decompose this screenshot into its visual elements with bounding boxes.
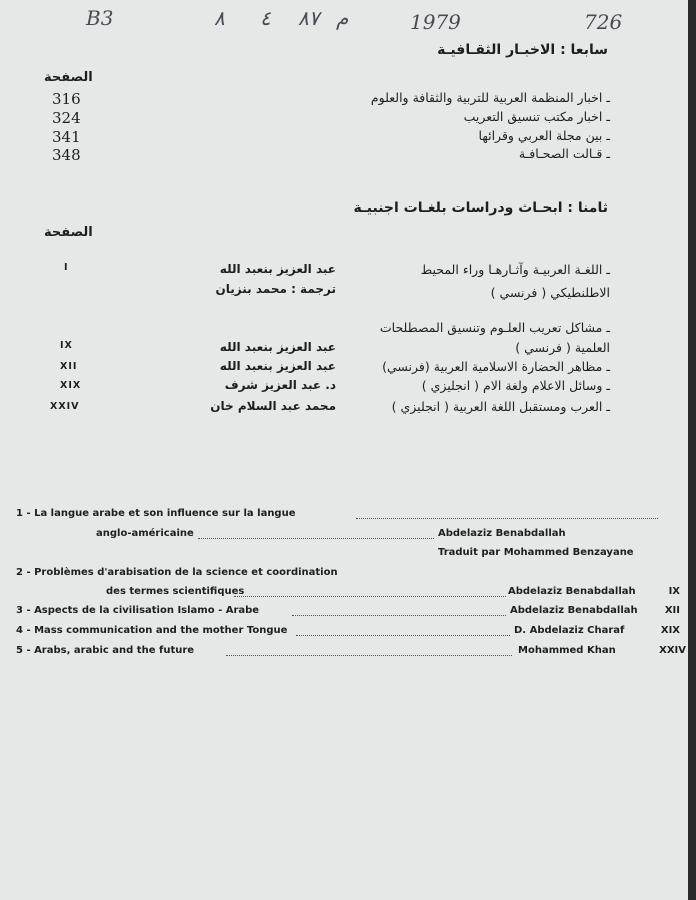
leader-dots [292,615,506,616]
toc-author: عبد العزيز بنعبد الله [219,340,336,354]
foreign-entry-translator: Traduit par Mohammed Benzayane [438,547,634,558]
foreign-entry-title: 2 - Problèmes d'arabisation de la science et coordination [16,567,338,578]
toc-author: عبد العزيز بنعبد الله [219,359,336,373]
toc-item: ـ اللغـة العربيـة وآثـارهـا وراء المحيط [420,262,610,277]
toc-author: عبد العزيز بنعبد الله [219,262,336,276]
foreign-entry-title: 4 - Mass communication and the mother Tongue [16,625,288,636]
foreign-entry-page: XIX [660,625,680,636]
foreign-entry-title-cont: anglo-américaine [96,528,194,539]
page-column-label: الصفحة [44,70,93,85]
foreign-entry-title: 5 - Arabs, arabic and the future [16,645,195,656]
toc-page-number: I [64,262,69,273]
leader-dots [356,518,658,519]
toc-item: ـ العرب ومستقبل اللغة العربية ( انجليزي ) [391,399,610,414]
foreign-entry-author: D. Abdelaziz Charaf [514,625,625,636]
toc-item-continuation: العلمية ( فرنسي ) [515,340,610,355]
handwritten-note: B3 [86,6,114,30]
toc-author: د. عبد العزيز شرف [224,378,336,392]
toc-page-number: XII [60,361,78,372]
toc-item: ـ قـالت الصحـافـة [518,146,610,161]
toc-item: ـ مظاهر الحضارة الاسلامية العربية (فرنسي) [382,359,610,374]
leader-dots [296,635,510,636]
section-title-news: سابعا : الاخبـار الثقـافيـة [437,42,608,58]
toc-item-continuation: الاطلنطيكي ( فرنسي ) [490,285,610,300]
handwritten-note: ٨٧ [298,6,320,30]
foreign-entry-page: IX [668,586,680,597]
toc-page-number: 341 [52,128,81,146]
toc-page-number: XXIV [50,401,80,412]
handwritten-note: ٤ [260,6,271,30]
toc-item: ـ مشاكل تعريب العلـوم وتنسيق المصطلحات [379,320,610,335]
toc-item: ـ بين مجلة العربي وقرائها [478,128,610,143]
leader-dots [234,596,506,597]
toc-item: ـ وسائل الاعلام ولغة الام ( انجليزي ) [421,378,610,393]
foreign-entry-author: Abdelaziz Benabdallah [508,586,636,597]
foreign-entry-title-cont: des termes scientifiques [106,586,245,597]
toc-author: محمد عبد السلام خان [210,399,336,413]
toc-page-number: 316 [52,90,81,108]
handwritten-note: م [336,6,349,30]
toc-page-number: IX [60,340,73,351]
handwritten-page-number: 726 [584,10,623,34]
toc-page-number: XIX [60,380,82,391]
handwritten-year: 1979 [410,10,461,34]
page-column-label: الصفحة [44,225,93,240]
leader-dots [198,538,434,539]
toc-page-number: 348 [52,146,81,164]
foreign-entry-page: XXIV [659,645,686,656]
toc-item: ـ اخبار مكتب تنسيق التعريب [463,109,610,124]
toc-translator: ترجمة : محمد بنزيان [215,282,336,296]
scan-edge [688,0,696,900]
foreign-entry-author: Abdelaziz Benabdallah [510,605,638,616]
leader-dots [226,655,512,656]
toc-item: ـ اخبار المنظمة العربية للتربية والثقافة والعلوم [370,90,610,105]
foreign-entry-page: XII [664,605,680,616]
section-title-foreign-studies: ثامنا : ابحـاث ودراسات بلغـات اجنبيـة [353,200,608,216]
foreign-entry-author: Abdelaziz Benabdallah [438,528,566,539]
foreign-entry-author: Mohammed Khan [518,645,616,656]
foreign-entry-title: 1 - La langue arabe et son influence sur la langue [16,508,296,519]
foreign-entry-title: 3 - Aspects de la civilisation Islamo - Arabe [16,605,260,616]
handwritten-note: ٨ [214,6,225,30]
toc-page-number: 324 [52,109,81,127]
